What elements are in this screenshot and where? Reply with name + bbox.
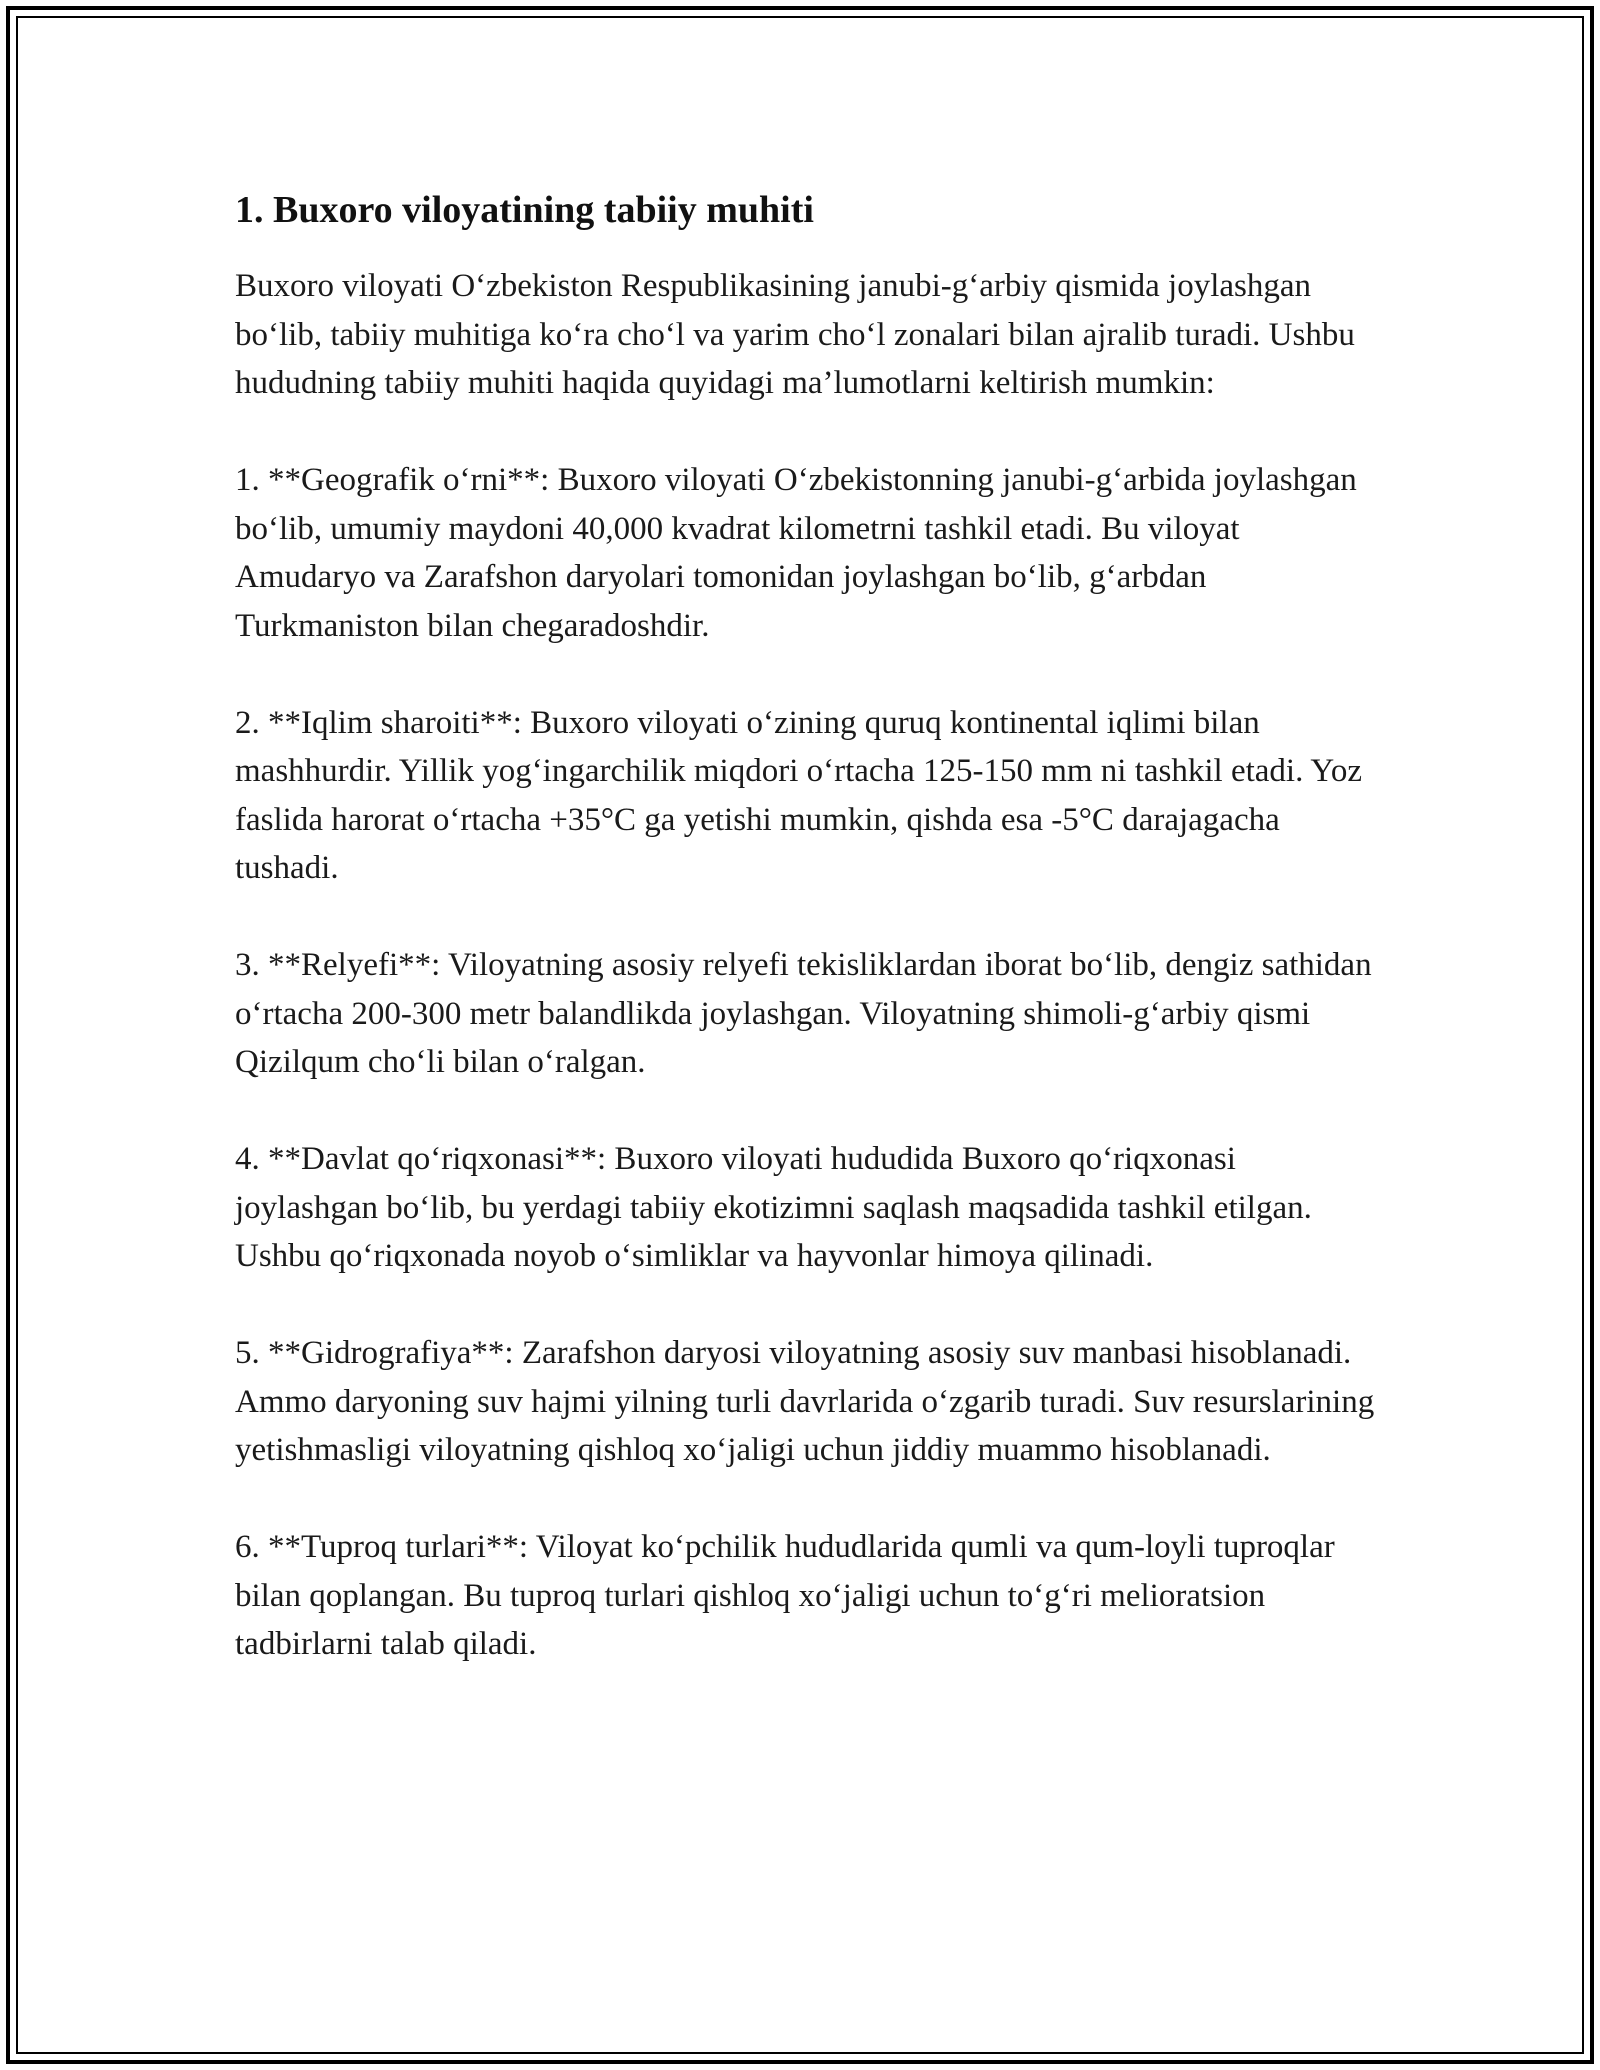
paragraph-relyefi: 3. **Relyefi**: Viloyatning asosiy relyefi tekisliklardan iborat bo‘lib, dengiz sathidan o‘rtacha 200-300 metr balandlikda joylashgan. Viloyatning shimoli-g‘arbiy qismi Qizilqum cho‘li bilan o‘ralgan. bbox=[235, 947, 1372, 1080]
paragraph-gidrografiya: 5. **Gidrografiya**: Zarafshon daryosi viloyatning asosiy suv manbasi hisoblanadi. Ammo daryoning suv hajmi yilning turli davrlarida o‘zgarib turadi. Suv resurslarining yetishmasligi viloyatning qishloq xo‘jaligi uchun jiddiy muammo hisoblanadi. bbox=[235, 1335, 1375, 1468]
paragraph-tuproq-turlari: 6. **Tuproq turlari**: Viloyat ko‘pchilik hududlarida qumli va qum-loyli tuproqlar bilan qoplangan. Bu tuproq turlari qishloq xo‘jaligi uchun to‘g‘ri melioratsion tadbirlarni talab qiladi. bbox=[235, 1529, 1335, 1662]
paragraph-davlat-qoriqxonasi: 4. **Davlat qo‘riqxonasi**: Buxoro viloyati hududida Buxoro qo‘riqxonasi joylashgan bo‘lib, bu yerdagi tabiiy ekotizimni saqlash maqsadida tashkil etilgan. Ushbu qo‘riqxonada noyob o‘simliklar va hayvonlar himoya qilinadi. bbox=[235, 1141, 1312, 1274]
paragraph-iqlim-sharoiti: 2. **Iqlim sharoiti**: Buxoro viloyati o‘zining quruq kontinental iqlimi bilan mashhurdir. Yillik yog‘ingarchilik miqdori o‘rtacha 125-150 mm ni tashkil etadi. Yoz faslida harorat o‘rtacha +35°C ga yetishi mumkin, qishda esa -5°C darajagacha tushadi. bbox=[235, 704, 1363, 886]
document-title: 1. Buxoro viloyatining tabiiy muhiti bbox=[235, 189, 814, 231]
document-body bbox=[235, 186, 1385, 1669]
intro-paragraph: Buxoro viloyati O‘zbekiston Respublikasining janubi-g‘arbiy qismida joylashgan bo‘lib, tabiiy muhitiga ko‘ra cho‘l va yarim cho‘l zonalari bilan ajralib turadi. Ushbu hududning tabiiy muhiti haqida quyidagi ma’lumotlarni keltirish mumkin: bbox=[235, 268, 1355, 401]
paragraph-geografik-orni: 1. **Geografik o‘rni**: Buxoro viloyati O‘zbekistonning janubi-g‘arbida joylashgan bo‘lib, umumiy maydoni 40,000 kvadrat kilometrni tashkil etadi. Bu viloyat Amudaryo va Zarafshon daryolari tomonidan joylashgan bo‘lib, g‘arbdan Turkmaniston bilan chegaradoshdir. bbox=[235, 462, 1357, 644]
